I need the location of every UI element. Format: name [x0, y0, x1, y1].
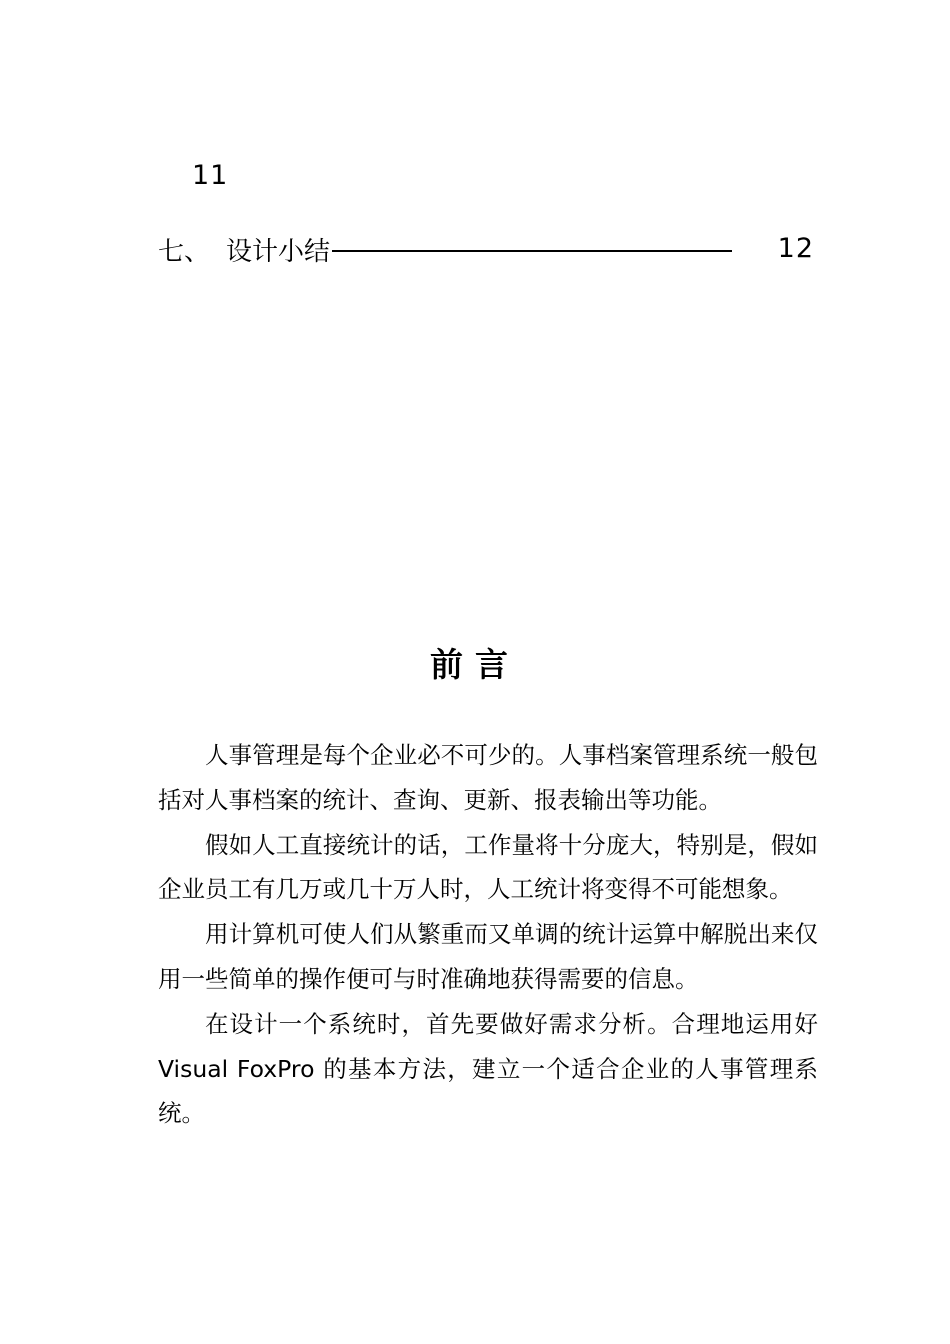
- toc-entry: [158, 229, 818, 269]
- toc-continued-page-number: 11: [192, 160, 229, 191]
- preface-paragraph: 用计算机可使人们从繁重而又单调的统计运算中解脱出来仅用一些简单的操作便可与时准确地获得需要的信息。: [158, 920, 818, 993]
- toc-entry-number: 七、: [158, 236, 211, 267]
- toc-entry-title: 设计小结: [226, 236, 331, 267]
- preface-paragraph: 人事管理是每个企业必不可少的。人事档案管理系统一般包括对人事档案的统计、查询、更新、报表输出等功能。: [158, 741, 818, 814]
- toc-leader-line: [332, 250, 732, 252]
- preface-paragraph: 在设计一个系统时，首先要做好需求分析。合理地运用好Visual FoxPro 的基本方法，建立一个适合企业的人事管理系统。: [158, 1009, 818, 1128]
- preface-paragraph: 假如人工直接统计的话，工作量将十分庞大，特别是，假如企业员工有几万或几十万人时，人工统计将变得不可能想象。: [158, 830, 818, 904]
- preface-body: [158, 733, 818, 1136]
- preface-title: 前言: [430, 645, 520, 684]
- toc-entry-page: 12: [777, 233, 814, 264]
